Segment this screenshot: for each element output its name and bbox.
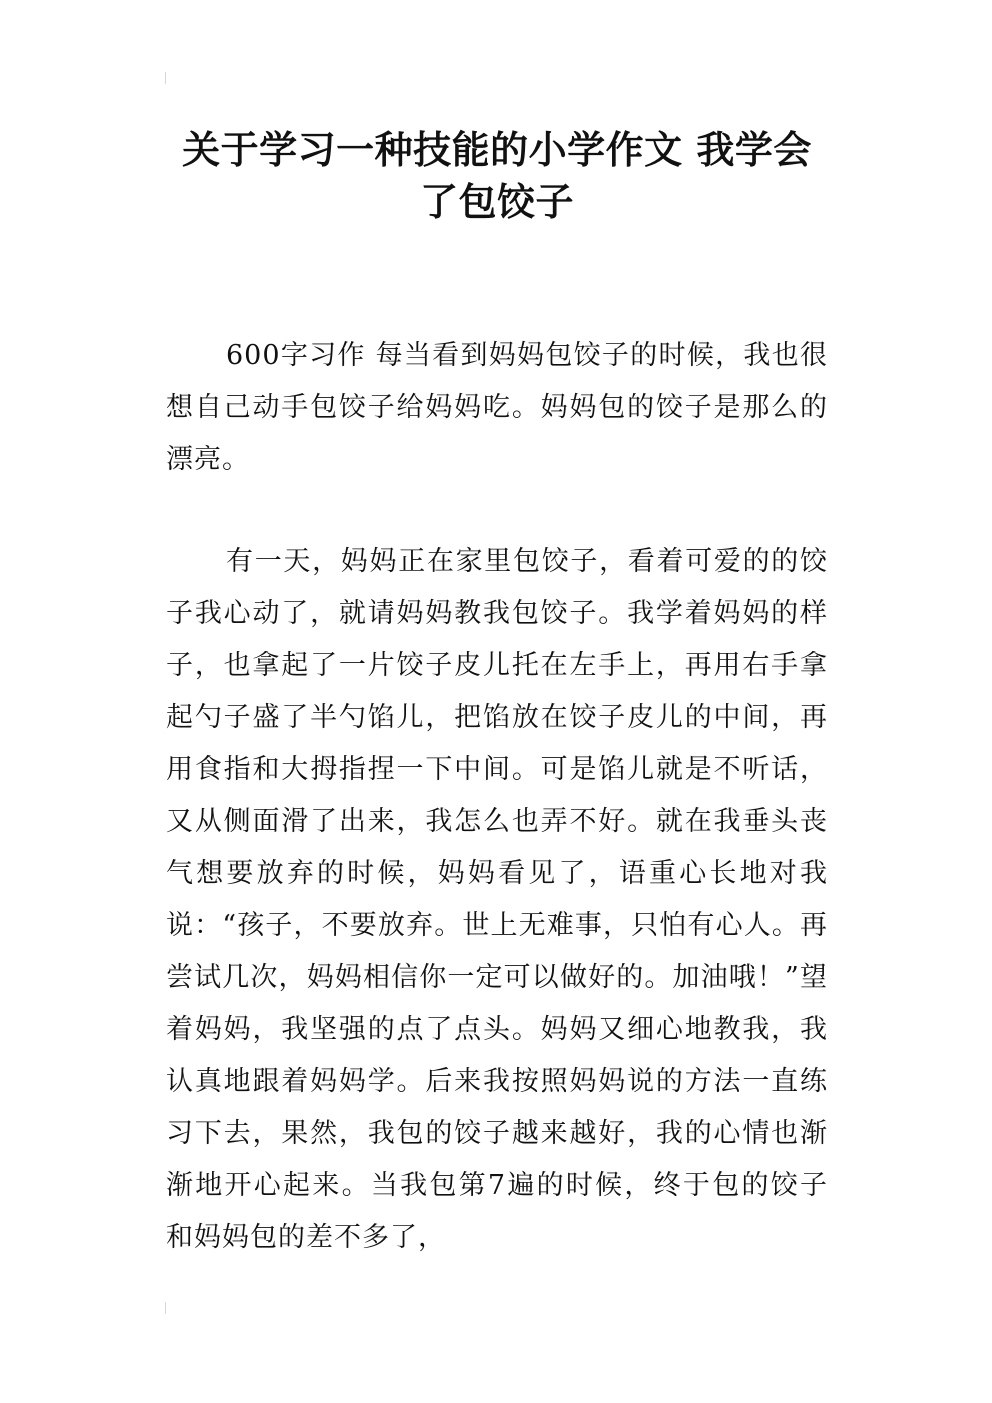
paragraph-1: 600字习作 每当看到妈妈包饺子的时候，我也很想自己动手包饺子给妈妈吃。妈妈包的饺子是那么的漂亮。 [166,340,828,475]
paragraph-2: 有一天，妈妈正在家里包饺子，看着可爱的的饺子我心动了，就请妈妈教我包饺子。我学着妈妈的样子，也拿起了一片饺子皮儿托在左手上，再用右手拿起勺子盛了半勺馅儿，把馅放在饺子皮儿的中间，再用食指和大拇指捏一下中间。可是馅儿就是不听话，又从侧面滑了出来，我怎么也弄不好。就在我垂头丧气想要放弃的时候，妈妈看见了，语重心长地对我说：“孩子，不要放弃。世上无难事，只怕有心人。再尝试几次，妈妈相信你一定可以做好的。加油哦！”望着妈妈，我坚强的点了点头。妈妈又细心地教我，我认真地跟着妈妈学。后来我按照妈妈说的方法一直练习下去，果然，我包的饺子越来越好，我的心情也渐渐地开心起来。当我包第7遍的时候，终于包的饺子和妈妈包的差不多了， [166,546,828,1253]
document-title: 关于学习一种技能的小学作文 我学会了包饺子 [182,128,812,224]
top-margin-mark [165,72,166,84]
bottom-margin-mark [165,1302,166,1314]
